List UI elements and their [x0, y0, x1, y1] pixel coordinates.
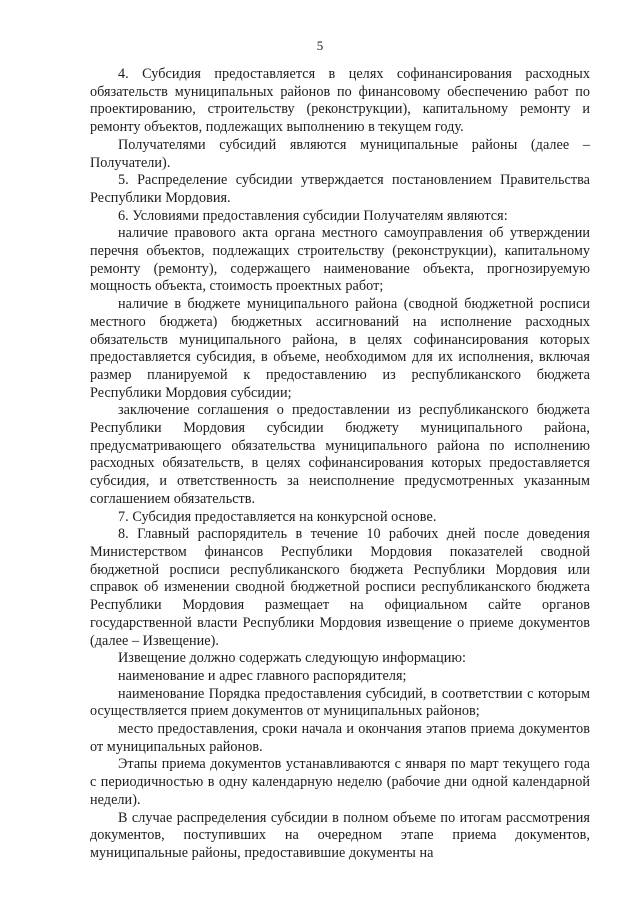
paragraph-notice-name-address: наименование и адрес главного распорядителя;: [118, 667, 407, 684]
paragraph-full-distribution: В случае распределения субсидии в полном объеме по итогам рассмотрения документов, поступивших на очередном этапе приема документов, муниципальные районы, предоставившие документы на: [90, 809, 590, 861]
page-number: 5: [316, 38, 324, 53]
paragraph-8-notice: 8. Главный распорядитель в течение 10 рабочих дней после доведения Министерством финансов Республики Мордовия показателей сводной бюджетной росписи республиканского бюджета Республики Мордовия или справок об изменении сводной бюджетной росписи республиканского бюджета Республики Мордовия размещает на официальном сайте органов государственной власти Республики Мордовия извещение о приеме документов (далее – Извещение).: [90, 526, 590, 649]
paragraph-7-competitive: 7. Субсидия предоставляется на конкурсной основе.: [118, 508, 437, 525]
document-body: [90, 66, 590, 863]
paragraph-5-distribution: 5. Распределение субсидии утверждается постановлением Правительства Республики Мордовия.: [90, 172, 590, 206]
paragraph-condition-budget: наличие в бюджете муниципального района (сводной бюджетной росписи местного бюджета) бюджетных ассигнований на исполнение расходных обязательств муниципального района, в целях софинансирования которых предоставляется субсидия, в объеме, необходимом для их исполнения, включая размер планируемой к предоставлению из республиканского бюджета Республики Мордовия субсидии;: [90, 296, 590, 401]
paragraph-notice-procedure: наименование Порядка предоставления субсидий, в соответствии с которым осуществляется прием документов от муниципальных районов;: [90, 685, 590, 720]
paragraph-condition-legal-act: наличие правового акта органа местного самоуправления об утверждении перечня объектов, подлежащих строительству (реконструкции), капитальному ремонту (ремонту), содержащего наименование объекта, прогнозируемую мощность объекта, стоимость проектных работ;: [90, 225, 590, 295]
paragraph-6-conditions: 6. Условиями предоставления субсидии Получателям являются:: [118, 207, 508, 224]
paragraph-condition-agreement: заключение соглашения о предоставлении из республиканского бюджета Республики Мордовия субсидии бюджету муниципального района, предусматривающего обязательства муниципального района по исполнению расходных обязательств, в целях софинансирования которых предоставляется субсидия, и ответственность за неисполнение предусмотренных указанным соглашением обязательств.: [90, 402, 590, 507]
paragraph-4-purpose: 4. Субсидия предоставляется в целях софинансирования расходных обязательств муниципальных районов по финансовому обеспечению работ по проектированию, строительству (реконструкции), капитальному ремонту и ремонту объектов, подлежащих выполнению в текущем году.: [90, 66, 590, 136]
paragraph-stages: Этапы приема документов устанавливаются с января по март текущего года с периодичностью в одну календарную неделю (рабочие дни одной календарной недели).: [90, 756, 590, 808]
paragraph-recipients: Получателями субсидий являются муниципальные районы (далее – Получатели).: [90, 136, 590, 171]
paragraph-notice-content: Извещение должно содержать следующую информацию:: [118, 650, 467, 667]
paragraph-notice-place-terms: место предоставления, сроки начала и окончания этапов приема документов от муниципальных районов.: [90, 721, 590, 755]
